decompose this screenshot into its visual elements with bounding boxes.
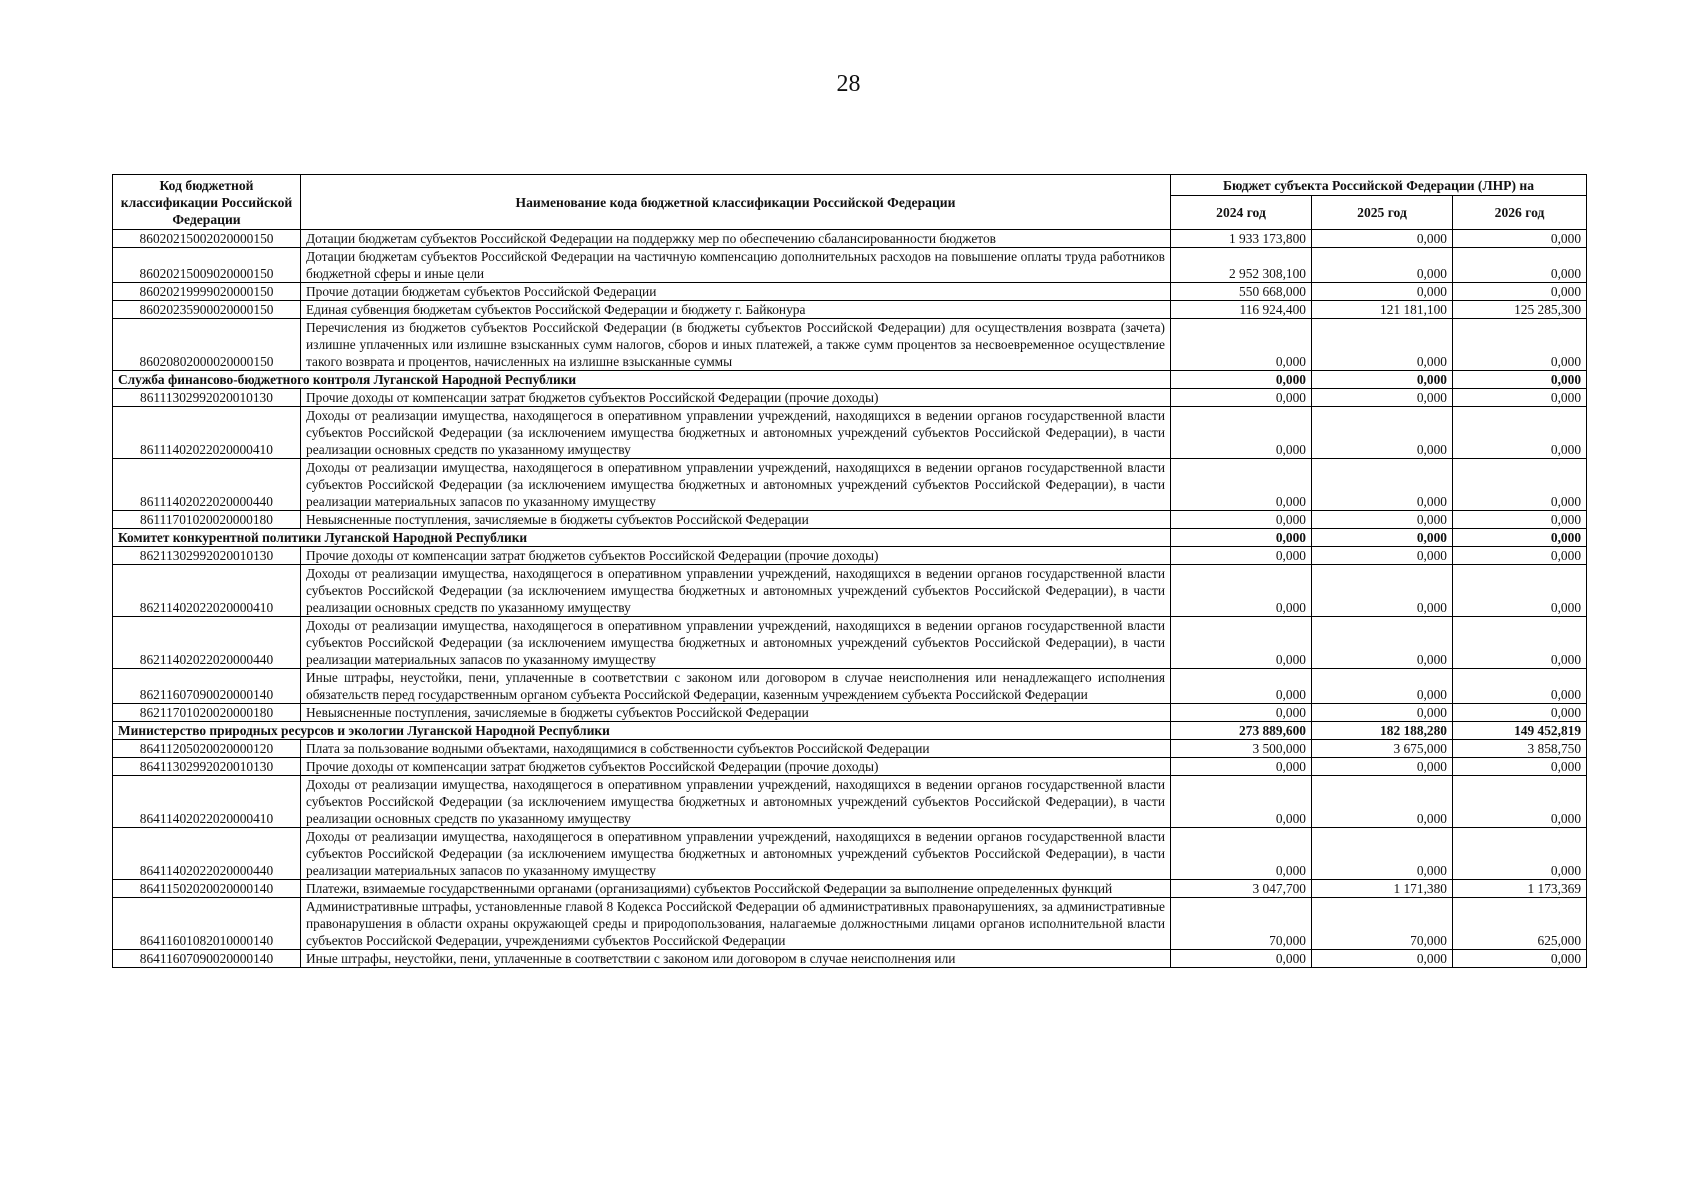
table-row: [113, 565, 1587, 617]
value-2024: 3 047,700: [1171, 880, 1312, 898]
budget-code: 86211302992020010130: [113, 547, 301, 565]
budget-code: 86020235900020000150: [113, 301, 301, 319]
code-name: Иные штрафы, неустойки, пени, уплаченные в соответствии с законом или договором в случае неисполнения или: [301, 950, 1171, 968]
table-row: [113, 704, 1587, 722]
value-2024: 0,000: [1171, 511, 1312, 529]
value-2025: 1 171,380: [1312, 880, 1453, 898]
value-2025: 0,000: [1312, 758, 1453, 776]
budget-code: 86211701020020000180: [113, 704, 301, 722]
table-row: [113, 740, 1587, 758]
code-name: Прочие доходы от компенсации затрат бюджетов субъектов Российской Федерации (прочие доходы): [301, 547, 1171, 565]
table-row: [113, 776, 1587, 828]
value-2024: 0,000: [1171, 704, 1312, 722]
value-2026: 125 285,300: [1453, 301, 1587, 319]
budget-code: 86211402022020000410: [113, 565, 301, 617]
table-row: [113, 898, 1587, 950]
code-name: Доходы от реализации имущества, находящегося в оперативном управлении учреждений, находящихся в ведении органов государственной власти субъектов Российской Федерации (за исключением имущества бюджетных и автономных учреждений субъектов Российской Федерации), в части реализации материальных запасов по указанному имуществу: [301, 828, 1171, 880]
value-2026: 0,000: [1453, 547, 1587, 565]
value-2025: 0,000: [1312, 459, 1453, 511]
value-2025: 0,000: [1312, 283, 1453, 301]
value-2024: 116 924,400: [1171, 301, 1312, 319]
budget-code: 86411402022020000440: [113, 828, 301, 880]
code-name: Административные штрафы, установленные главой 8 Кодекса Российской Федерации об административных правонарушениях, за административные правонарушения в области охраны окружающей среды и природопользования, налагаемые должностными лицами органов исполнительной власти субъектов Российской Федерации, учреждениями субъектов Российской Федерации: [301, 898, 1171, 950]
value-2026: 0,000: [1453, 248, 1587, 283]
section-title: Комитет конкурентной политики Луганской Народной Республики: [113, 529, 1171, 547]
value-2026: 0,000: [1453, 511, 1587, 529]
value-2025: 0,000: [1312, 389, 1453, 407]
value-2025: 0,000: [1312, 547, 1453, 565]
budget-code: 86411502020020000140: [113, 880, 301, 898]
budget-code: 86411402022020000410: [113, 776, 301, 828]
code-name: Доходы от реализации имущества, находящегося в оперативном управлении учреждений, находящихся в ведении органов государственной власти субъектов Российской Федерации (за исключением имущества бюджетных и автономных учреждений субъектов Российской Федерации), в части реализации основных средств по указанному имуществу: [301, 565, 1171, 617]
value-2024: 2 952 308,100: [1171, 248, 1312, 283]
value-2026: 0,000: [1453, 529, 1587, 547]
section-title: Служба финансово-бюджетного контроля Луганской Народной Республики: [113, 371, 1171, 389]
value-2026: 3 858,750: [1453, 740, 1587, 758]
table-row: [113, 407, 1587, 459]
budget-code: 86020219999020000150: [113, 283, 301, 301]
value-2024: 273 889,600: [1171, 722, 1312, 740]
code-name: Доходы от реализации имущества, находящегося в оперативном управлении учреждений, находящихся в ведении органов государственной власти субъектов Российской Федерации (за исключением имущества бюджетных и автономных учреждений субъектов Российской Федерации), в части реализации материальных запасов по указанному имуществу: [301, 617, 1171, 669]
table-row: [113, 319, 1587, 371]
value-2025: 182 188,280: [1312, 722, 1453, 740]
value-2024: 1 933 173,800: [1171, 230, 1312, 248]
value-2026: 0,000: [1453, 776, 1587, 828]
value-2024: 550 668,000: [1171, 283, 1312, 301]
code-name: Прочие доходы от компенсации затрат бюджетов субъектов Российской Федерации (прочие доходы): [301, 758, 1171, 776]
table-row: [113, 389, 1587, 407]
value-2025: 0,000: [1312, 248, 1453, 283]
value-2026: 0,000: [1453, 565, 1587, 617]
code-name: Доходы от реализации имущества, находящегося в оперативном управлении учреждений, находящихся в ведении органов государственной власти субъектов Российской Федерации (за исключением имущества бюджетных и автономных учреждений субъектов Российской Федерации), в части реализации основных средств по указанному имуществу: [301, 407, 1171, 459]
code-name: Невыясненные поступления, зачисляемые в бюджеты субъектов Российской Федерации: [301, 511, 1171, 529]
value-2025: 0,000: [1312, 230, 1453, 248]
table-header: [113, 175, 1587, 230]
value-2024: 0,000: [1171, 389, 1312, 407]
value-2026: 0,000: [1453, 230, 1587, 248]
code-name: Невыясненные поступления, зачисляемые в бюджеты субъектов Российской Федерации: [301, 704, 1171, 722]
value-2024: 0,000: [1171, 371, 1312, 389]
header-year-2025: 2025 год: [1312, 196, 1453, 230]
code-name: Иные штрафы, неустойки, пени, уплаченные в соответствии с законом или договором в случае неисполнения или ненадлежащего исполнения обязательств перед государственным органом субъекта Российской Федерации, казенным учреждением субъекта Российской Федерации: [301, 669, 1171, 704]
code-name: Дотации бюджетам субъектов Российской Федерации на поддержку мер по обеспечению сбалансированности бюджетов: [301, 230, 1171, 248]
budget-code: 86211402022020000440: [113, 617, 301, 669]
code-name: Дотации бюджетам субъектов Российской Федерации на частичную компенсацию дополнительных расходов на повышение оплаты труда работников бюджетной сферы и иные цели: [301, 248, 1171, 283]
section-row: [113, 529, 1587, 547]
code-name: Доходы от реализации имущества, находящегося в оперативном управлении учреждений, находящихся в ведении органов государственной власти субъектов Российской Федерации (за исключением имущества бюджетных и автономных учреждений субъектов Российской Федерации), в части реализации основных средств по указанному имуществу: [301, 776, 1171, 828]
code-name: Плата за пользование водными объектами, находящимися в собственности субъектов Российской Федерации: [301, 740, 1171, 758]
value-2026: 0,000: [1453, 459, 1587, 511]
budget-code: 86411302992020010130: [113, 758, 301, 776]
code-name: Платежи, взимаемые государственными органами (организациями) субъектов Российской Федерации за выполнение определенных функций: [301, 880, 1171, 898]
value-2025: 0,000: [1312, 776, 1453, 828]
header-budget: Бюджет субъекта Российской Федерации (ЛНР) на: [1171, 175, 1587, 196]
value-2026: 0,000: [1453, 758, 1587, 776]
budget-code: 86020802000020000150: [113, 319, 301, 371]
value-2024: 0,000: [1171, 547, 1312, 565]
header-year-2024: 2024 год: [1171, 196, 1312, 230]
value-2026: 149 452,819: [1453, 722, 1587, 740]
value-2024: 0,000: [1171, 950, 1312, 968]
budget-code: 86211607090020000140: [113, 669, 301, 704]
value-2026: 0,000: [1453, 371, 1587, 389]
table-row: [113, 459, 1587, 511]
value-2026: 1 173,369: [1453, 880, 1587, 898]
value-2026: 0,000: [1453, 950, 1587, 968]
table-row: [113, 547, 1587, 565]
value-2026: 0,000: [1453, 283, 1587, 301]
value-2025: 0,000: [1312, 669, 1453, 704]
value-2025: 70,000: [1312, 898, 1453, 950]
value-2025: 0,000: [1312, 565, 1453, 617]
header-name: Наименование кода бюджетной классификации Российской Федерации: [301, 175, 1171, 230]
budget-code: 86111402022020000440: [113, 459, 301, 511]
value-2024: 3 500,000: [1171, 740, 1312, 758]
section-title: Министерство природных ресурсов и экологии Луганской Народной Республики: [113, 722, 1171, 740]
value-2024: 0,000: [1171, 669, 1312, 704]
table-row: [113, 669, 1587, 704]
value-2025: 3 675,000: [1312, 740, 1453, 758]
table-row: [113, 301, 1587, 319]
table-row: [113, 248, 1587, 283]
budget-code: 86111402022020000410: [113, 407, 301, 459]
value-2026: 0,000: [1453, 828, 1587, 880]
table-row: [113, 230, 1587, 248]
budget-code: 86411607090020000140: [113, 950, 301, 968]
value-2026: 0,000: [1453, 389, 1587, 407]
budget-code: 86411205020020000120: [113, 740, 301, 758]
value-2025: 0,000: [1312, 828, 1453, 880]
value-2026: 0,000: [1453, 319, 1587, 371]
code-name: Единая субвенция бюджетам субъектов Российской Федерации и бюджету г. Байконура: [301, 301, 1171, 319]
value-2026: 625,000: [1453, 898, 1587, 950]
header-year-2026: 2026 год: [1453, 196, 1587, 230]
value-2026: 0,000: [1453, 407, 1587, 459]
value-2026: 0,000: [1453, 704, 1587, 722]
page-number: 28: [836, 71, 861, 97]
value-2024: 0,000: [1171, 319, 1312, 371]
value-2024: 70,000: [1171, 898, 1312, 950]
budget-table: [112, 174, 1587, 968]
value-2025: 0,000: [1312, 617, 1453, 669]
value-2024: 0,000: [1171, 776, 1312, 828]
value-2026: 0,000: [1453, 617, 1587, 669]
value-2024: 0,000: [1171, 529, 1312, 547]
table-row: [113, 828, 1587, 880]
section-row: [113, 722, 1587, 740]
header-code: Код бюджетной классификации Российской Федерации: [113, 175, 301, 230]
value-2025: 0,000: [1312, 319, 1453, 371]
budget-code: 86111302992020010130: [113, 389, 301, 407]
code-name: Прочие дотации бюджетам субъектов Российской Федерации: [301, 283, 1171, 301]
value-2025: 0,000: [1312, 511, 1453, 529]
value-2024: 0,000: [1171, 758, 1312, 776]
value-2026: 0,000: [1453, 669, 1587, 704]
value-2024: 0,000: [1171, 828, 1312, 880]
value-2025: 0,000: [1312, 704, 1453, 722]
code-name: Перечисления из бюджетов субъектов Российской Федерации (в бюджеты субъектов Российской Федерации) для осуществления возврата (зачета) излишне уплаченных или излишне взысканных сумм налогов, сборов и иных платежей, а также сумм процентов за несвоевременное осуществление такого возврата и процентов, начисленных на излишне взысканные суммы: [301, 319, 1171, 371]
budget-code: 86020215002020000150: [113, 230, 301, 248]
budget-code: 86411601082010000140: [113, 898, 301, 950]
table-row: [113, 950, 1587, 968]
table-row: [113, 617, 1587, 669]
table-row: [113, 758, 1587, 776]
value-2025: 121 181,100: [1312, 301, 1453, 319]
value-2025: 0,000: [1312, 407, 1453, 459]
value-2024: 0,000: [1171, 565, 1312, 617]
value-2024: 0,000: [1171, 407, 1312, 459]
code-name: Доходы от реализации имущества, находящегося в оперативном управлении учреждений, находящихся в ведении органов государственной власти субъектов Российской Федерации (за исключением имущества бюджетных и автономных учреждений субъектов Российской Федерации), в части реализации материальных запасов по указанному имуществу: [301, 459, 1171, 511]
section-row: [113, 371, 1587, 389]
table-row: [113, 880, 1587, 898]
budget-code: 86111701020020000180: [113, 511, 301, 529]
value-2025: 0,000: [1312, 950, 1453, 968]
value-2024: 0,000: [1171, 459, 1312, 511]
table-row: [113, 283, 1587, 301]
value-2024: 0,000: [1171, 617, 1312, 669]
budget-code: 86020215009020000150: [113, 248, 301, 283]
table-body: [113, 230, 1587, 968]
table-row: [113, 511, 1587, 529]
value-2025: 0,000: [1312, 371, 1453, 389]
value-2025: 0,000: [1312, 529, 1453, 547]
code-name: Прочие доходы от компенсации затрат бюджетов субъектов Российской Федерации (прочие доходы): [301, 389, 1171, 407]
